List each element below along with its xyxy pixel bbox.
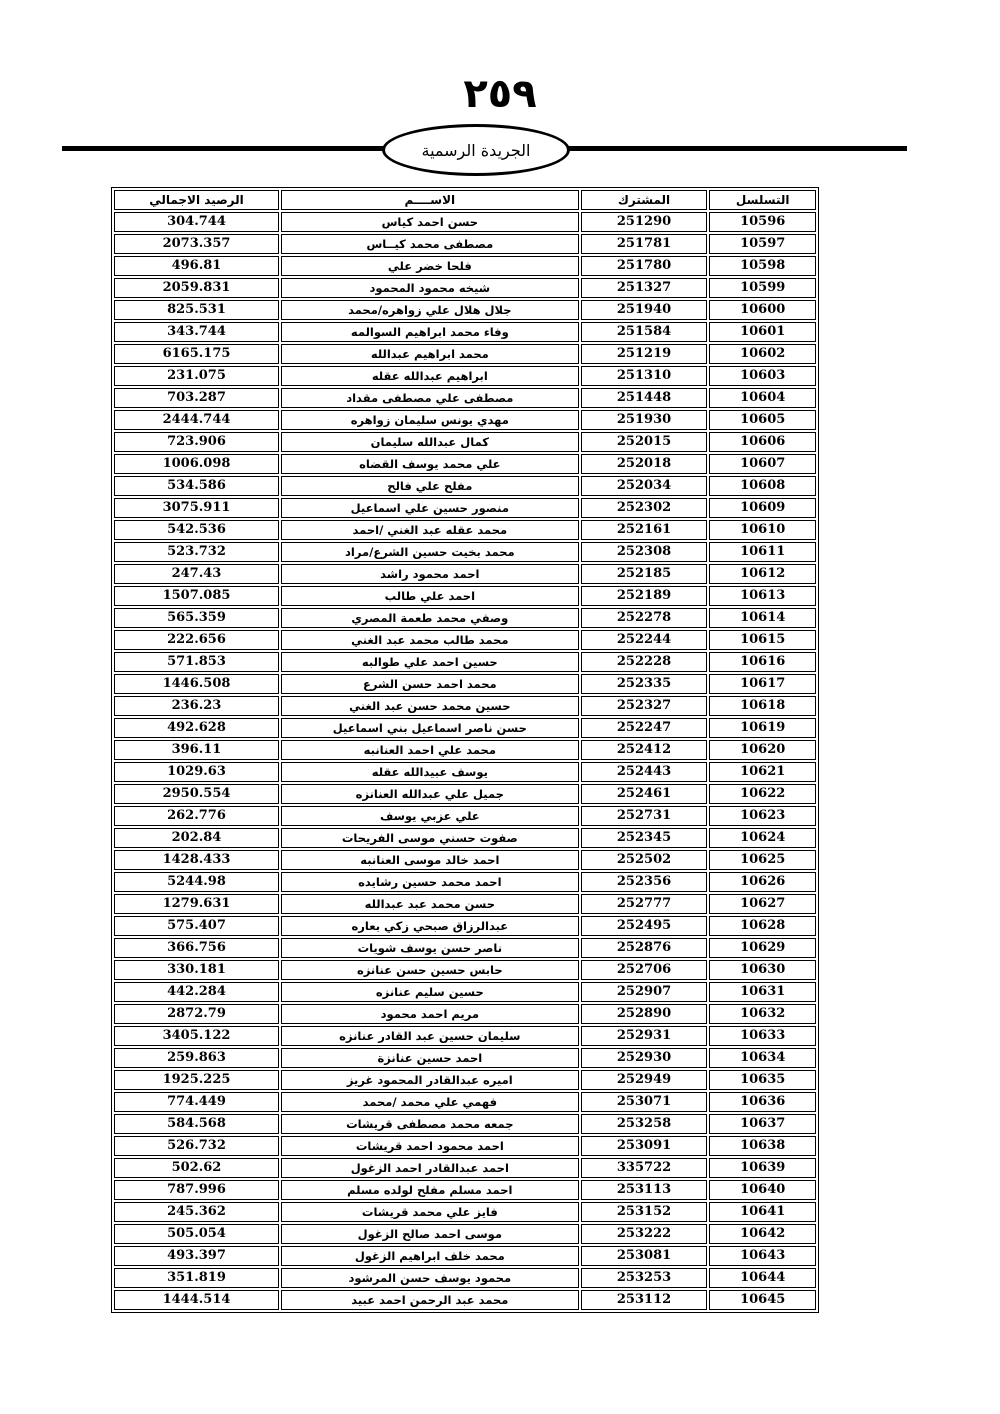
table-row [114, 520, 816, 540]
header-balance: الرصيد الاجمالي [114, 190, 279, 210]
cell-balance: 534.586 [114, 476, 279, 496]
cell-name: احمد مسلم مفلح لولده مسلم [281, 1180, 579, 1200]
cell-seq: 10615 [709, 630, 816, 650]
cell-seq: 10610 [709, 520, 816, 540]
cell-subscriber: 253071 [581, 1092, 708, 1112]
table-row [114, 366, 816, 386]
table-row [114, 850, 816, 870]
cell-name: جميل علي عبدالله العنانزه [281, 784, 579, 804]
table-row [114, 1290, 816, 1310]
page-number: ٢٥٩ [463, 71, 537, 117]
cell-name: احمد محمود راشد [281, 564, 579, 584]
cell-balance: 259.863 [114, 1048, 279, 1068]
cell-name: فلحا خضر علي [281, 256, 579, 276]
cell-balance: 1006.098 [114, 454, 279, 474]
cell-name: محمود يوسف حسن المرشود [281, 1268, 579, 1288]
cell-balance: 3405.122 [114, 1026, 279, 1046]
cell-seq: 10605 [709, 410, 816, 430]
cell-seq: 10632 [709, 1004, 816, 1024]
cell-subscriber: 253258 [581, 1114, 708, 1134]
cell-subscriber: 253253 [581, 1268, 708, 1288]
cell-seq: 10617 [709, 674, 816, 694]
cell-seq: 10636 [709, 1092, 816, 1112]
cell-seq: 10619 [709, 718, 816, 738]
cell-seq: 10603 [709, 366, 816, 386]
cell-seq: 10635 [709, 1070, 816, 1090]
cell-name: احمد خالد موسى العنانبه [281, 850, 579, 870]
cell-balance: 247.43 [114, 564, 279, 584]
cell-subscriber: 253081 [581, 1246, 708, 1266]
cell-subscriber: 251219 [581, 344, 708, 364]
cell-balance: 3075.911 [114, 498, 279, 518]
cell-subscriber: 252278 [581, 608, 708, 628]
cell-name: جلال هلال علي زواهره/محمد [281, 300, 579, 320]
cell-balance: 1428.433 [114, 850, 279, 870]
header-name: الاســــم [281, 190, 579, 210]
cell-balance: 222.656 [114, 630, 279, 650]
cell-name: احمد حسين عنانزة [281, 1048, 579, 1068]
cell-seq: 10616 [709, 652, 816, 672]
cell-balance: 825.531 [114, 300, 279, 320]
cell-seq: 10644 [709, 1268, 816, 1288]
cell-subscriber: 251930 [581, 410, 708, 430]
cell-balance: 304.744 [114, 212, 279, 232]
cell-seq: 10625 [709, 850, 816, 870]
table-row [114, 1004, 816, 1024]
cell-name: ناصر حسن يوسف شويات [281, 938, 579, 958]
cell-name: محمد ابراهيم عبدالله [281, 344, 579, 364]
cell-seq: 10601 [709, 322, 816, 342]
header-seq: التسلسل [709, 190, 816, 210]
cell-name: كمال عبدالله سليمان [281, 432, 579, 452]
table-row [114, 894, 816, 914]
table-row [114, 828, 816, 848]
table-row [114, 234, 816, 254]
cell-name: محمد طالب محمد عبد الغني [281, 630, 579, 650]
table-row [114, 1114, 816, 1134]
cell-balance: 202.84 [114, 828, 279, 848]
cell-subscriber: 252443 [581, 762, 708, 782]
cell-subscriber: 252706 [581, 960, 708, 980]
table-row [114, 256, 816, 276]
cell-name: محمد بخيت حسين الشرع/مراد [281, 542, 579, 562]
table-row [114, 344, 816, 364]
cell-name: علي عزبي يوسف [281, 806, 579, 826]
cell-seq: 10641 [709, 1202, 816, 1222]
table-row [114, 1048, 816, 1068]
cell-balance: 565.359 [114, 608, 279, 628]
cell-name: حابس حسين حسن عنانزه [281, 960, 579, 980]
cell-subscriber: 253222 [581, 1224, 708, 1244]
cell-subscriber: 251448 [581, 388, 708, 408]
cell-subscriber: 252244 [581, 630, 708, 650]
header-subscriber: المشترك [581, 190, 708, 210]
cell-name: سليمان حسين عبد القادر عنانزه [281, 1026, 579, 1046]
cell-name: صفوت حسني موسى الفريحات [281, 828, 579, 848]
table-row [114, 388, 816, 408]
cell-seq: 10634 [709, 1048, 816, 1068]
cell-seq: 10620 [709, 740, 816, 760]
cell-balance: 6165.175 [114, 344, 279, 364]
cell-subscriber: 252345 [581, 828, 708, 848]
cell-name: حسن احمد كياس [281, 212, 579, 232]
cell-balance: 502.62 [114, 1158, 279, 1178]
cell-subscriber: 252356 [581, 872, 708, 892]
cell-balance: 1444.514 [114, 1290, 279, 1310]
table-row [114, 1070, 816, 1090]
table-row [114, 652, 816, 672]
cell-name: محمد احمد حسن الشرع [281, 674, 579, 694]
cell-name: محمد علي احمد العنانبه [281, 740, 579, 760]
cell-subscriber: 251780 [581, 256, 708, 276]
cell-name: يوسف عبيدالله عقله [281, 762, 579, 782]
cell-balance: 1279.631 [114, 894, 279, 914]
table-row [114, 696, 816, 716]
cell-seq: 10608 [709, 476, 816, 496]
cell-subscriber: 252302 [581, 498, 708, 518]
table-row [114, 1202, 816, 1222]
cell-balance: 366.756 [114, 938, 279, 958]
cell-name: حسن محمد عبد عبدالله [281, 894, 579, 914]
cell-balance: 2872.79 [114, 1004, 279, 1024]
table-row [114, 762, 816, 782]
table-row [114, 1246, 816, 1266]
cell-name: محمد عبد الرحمن احمد عبيد [281, 1290, 579, 1310]
table-row [114, 806, 816, 826]
cell-name: فايز علي محمد قريشات [281, 1202, 579, 1222]
cell-subscriber: 252931 [581, 1026, 708, 1046]
cell-subscriber: 253091 [581, 1136, 708, 1156]
cell-name: فهمي علي محمد /محمد [281, 1092, 579, 1112]
cell-subscriber: 251310 [581, 366, 708, 386]
cell-balance: 2059.831 [114, 278, 279, 298]
table-row [114, 432, 816, 452]
cell-balance: 505.054 [114, 1224, 279, 1244]
table-row [114, 872, 816, 892]
cell-balance: 774.449 [114, 1092, 279, 1112]
cell-balance: 1029.63 [114, 762, 279, 782]
table-row [114, 916, 816, 936]
cell-subscriber: 252189 [581, 586, 708, 606]
cell-name: اميره عبدالقادر المحمود غريز [281, 1070, 579, 1090]
header-row [114, 190, 816, 210]
cell-balance: 236.23 [114, 696, 279, 716]
cell-name: وصفي محمد طعمة المصري [281, 608, 579, 628]
cell-subscriber: 251327 [581, 278, 708, 298]
cell-seq: 10645 [709, 1290, 816, 1310]
cell-subscriber: 252308 [581, 542, 708, 562]
cell-seq: 10602 [709, 344, 816, 364]
cell-subscriber: 252930 [581, 1048, 708, 1068]
cell-seq: 10628 [709, 916, 816, 936]
cell-seq: 10624 [709, 828, 816, 848]
cell-name: مصطفى محمد كيــاس [281, 234, 579, 254]
table-row [114, 982, 816, 1002]
table-row [114, 1158, 816, 1178]
cell-seq: 10600 [709, 300, 816, 320]
cell-balance: 496.81 [114, 256, 279, 276]
cell-seq: 10627 [709, 894, 816, 914]
cell-seq: 10633 [709, 1026, 816, 1046]
cell-seq: 10596 [709, 212, 816, 232]
cell-name: احمد محمود احمد قريشات [281, 1136, 579, 1156]
cell-subscriber: 252161 [581, 520, 708, 540]
cell-subscriber: 252907 [581, 982, 708, 1002]
cell-subscriber: 252247 [581, 718, 708, 738]
cell-subscriber: 252731 [581, 806, 708, 826]
cell-balance: 5244.98 [114, 872, 279, 892]
cell-balance: 231.075 [114, 366, 279, 386]
cell-seq: 10623 [709, 806, 816, 826]
cell-seq: 10622 [709, 784, 816, 804]
cell-seq: 10607 [709, 454, 816, 474]
cell-balance: 1507.085 [114, 586, 279, 606]
table-row [114, 674, 816, 694]
table-row [114, 1224, 816, 1244]
table-row [114, 960, 816, 980]
cell-balance: 2950.554 [114, 784, 279, 804]
cell-balance: 330.181 [114, 960, 279, 980]
cell-seq: 10638 [709, 1136, 816, 1156]
cell-balance: 351.819 [114, 1268, 279, 1288]
cell-subscriber: 252949 [581, 1070, 708, 1090]
table-row [114, 586, 816, 606]
table-body [114, 212, 816, 1310]
cell-name: موسى احمد صالح الزغول [281, 1224, 579, 1244]
cell-seq: 10642 [709, 1224, 816, 1244]
cell-seq: 10612 [709, 564, 816, 584]
table-row [114, 498, 816, 518]
cell-name: عبدالرزاق صبحي زكي بعاره [281, 916, 579, 936]
cell-subscriber: 253152 [581, 1202, 708, 1222]
cell-seq: 10604 [709, 388, 816, 408]
table-row [114, 718, 816, 738]
cell-balance: 442.284 [114, 982, 279, 1002]
cell-name: ابراهيم عبدالله عقله [281, 366, 579, 386]
table-row [114, 454, 816, 474]
cell-balance: 571.853 [114, 652, 279, 672]
cell-seq: 10631 [709, 982, 816, 1002]
cell-seq: 10599 [709, 278, 816, 298]
cell-subscriber: 252777 [581, 894, 708, 914]
cell-seq: 10611 [709, 542, 816, 562]
cell-balance: 493.397 [114, 1246, 279, 1266]
table-row [114, 630, 816, 650]
cell-seq: 10606 [709, 432, 816, 452]
cell-seq: 10643 [709, 1246, 816, 1266]
table-row [114, 476, 816, 496]
cell-subscriber: 252034 [581, 476, 708, 496]
cell-name: حسن ناصر اسماعيل بني اسماعيل [281, 718, 579, 738]
table-row [114, 212, 816, 232]
cell-name: احمد علي طالب [281, 586, 579, 606]
table-row [114, 1180, 816, 1200]
cell-balance: 1925.225 [114, 1070, 279, 1090]
cell-balance: 262.776 [114, 806, 279, 826]
cell-name: محمد خلف ابراهيم الزغول [281, 1246, 579, 1266]
cell-name: مهدي يونس سليمان زواهره [281, 410, 579, 430]
cell-subscriber: 252018 [581, 454, 708, 474]
cell-balance: 584.568 [114, 1114, 279, 1134]
cell-subscriber: 252461 [581, 784, 708, 804]
cell-name: مصطفى علي مصطفى مقداد [281, 388, 579, 408]
table-row [114, 1268, 816, 1288]
cell-balance: 396.11 [114, 740, 279, 760]
cell-balance: 787.996 [114, 1180, 279, 1200]
cell-subscriber: 252015 [581, 432, 708, 452]
cell-seq: 10618 [709, 696, 816, 716]
cell-subscriber: 251290 [581, 212, 708, 232]
cell-name: وفاء محمد ابراهيم السوالمه [281, 322, 579, 342]
cell-subscriber: 253112 [581, 1290, 708, 1310]
table-row [114, 608, 816, 628]
table-row [114, 784, 816, 804]
table-row [114, 564, 816, 584]
cell-balance: 703.287 [114, 388, 279, 408]
cell-seq: 10626 [709, 872, 816, 892]
cell-subscriber: 252495 [581, 916, 708, 936]
cell-subscriber: 252890 [581, 1004, 708, 1024]
cell-seq: 10621 [709, 762, 816, 782]
table-row [114, 740, 816, 760]
cell-name: حسين سليم عنانزه [281, 982, 579, 1002]
cell-subscriber: 251940 [581, 300, 708, 320]
cell-subscriber: 252228 [581, 652, 708, 672]
cell-subscriber: 251584 [581, 322, 708, 342]
table-row [114, 938, 816, 958]
cell-balance: 523.732 [114, 542, 279, 562]
cell-name: احمد عبدالقادر احمد الزغول [281, 1158, 579, 1178]
cell-name: جمعه محمد مصطفى قريشات [281, 1114, 579, 1134]
cell-seq: 10637 [709, 1114, 816, 1134]
cell-name: مفلح علي فالح [281, 476, 579, 496]
cell-subscriber: 253113 [581, 1180, 708, 1200]
cell-subscriber: 252502 [581, 850, 708, 870]
cell-name: منصور حسين علي اسماعيل [281, 498, 579, 518]
cell-name: محمد عقله عبد الغني /احمد [281, 520, 579, 540]
cell-balance: 723.906 [114, 432, 279, 452]
cell-balance: 542.536 [114, 520, 279, 540]
cell-subscriber: 252412 [581, 740, 708, 760]
cell-name: حسين احمد علي طوالبه [281, 652, 579, 672]
cell-seq: 10640 [709, 1180, 816, 1200]
table-row [114, 410, 816, 430]
table-row [114, 300, 816, 320]
table-row [114, 1136, 816, 1156]
cell-seq: 10639 [709, 1158, 816, 1178]
cell-name: مريم احمد محمود [281, 1004, 579, 1024]
cell-seq: 10597 [709, 234, 816, 254]
table-row [114, 1092, 816, 1112]
masthead-title: الجريدة الرسمية [421, 140, 531, 160]
cell-balance: 2073.357 [114, 234, 279, 254]
cell-name: حسين محمد حسن عبد الغني [281, 696, 579, 716]
cell-balance: 1446.508 [114, 674, 279, 694]
cell-balance: 343.744 [114, 322, 279, 342]
cell-seq: 10630 [709, 960, 816, 980]
table-row [114, 1026, 816, 1046]
cell-subscriber: 252327 [581, 696, 708, 716]
cell-subscriber: 252876 [581, 938, 708, 958]
cell-seq: 10614 [709, 608, 816, 628]
cell-seq: 10598 [709, 256, 816, 276]
cell-seq: 10613 [709, 586, 816, 606]
cell-subscriber: 252335 [581, 674, 708, 694]
records-table [111, 187, 819, 1313]
cell-name: شيخه محمود المحمود [281, 278, 579, 298]
cell-seq: 10629 [709, 938, 816, 958]
cell-subscriber: 252185 [581, 564, 708, 584]
cell-balance: 2444.744 [114, 410, 279, 430]
table-row [114, 278, 816, 298]
cell-subscriber: 335722 [581, 1158, 708, 1178]
cell-balance: 492.628 [114, 718, 279, 738]
cell-name: احمد محمد حسين رشايده [281, 872, 579, 892]
cell-name: علي محمد يوسف القضاه [281, 454, 579, 474]
masthead-oval [382, 124, 570, 176]
cell-subscriber: 251781 [581, 234, 708, 254]
cell-balance: 245.362 [114, 1202, 279, 1222]
table-row [114, 322, 816, 342]
cell-balance: 575.407 [114, 916, 279, 936]
cell-seq: 10609 [709, 498, 816, 518]
table-row [114, 542, 816, 562]
cell-balance: 526.732 [114, 1136, 279, 1156]
